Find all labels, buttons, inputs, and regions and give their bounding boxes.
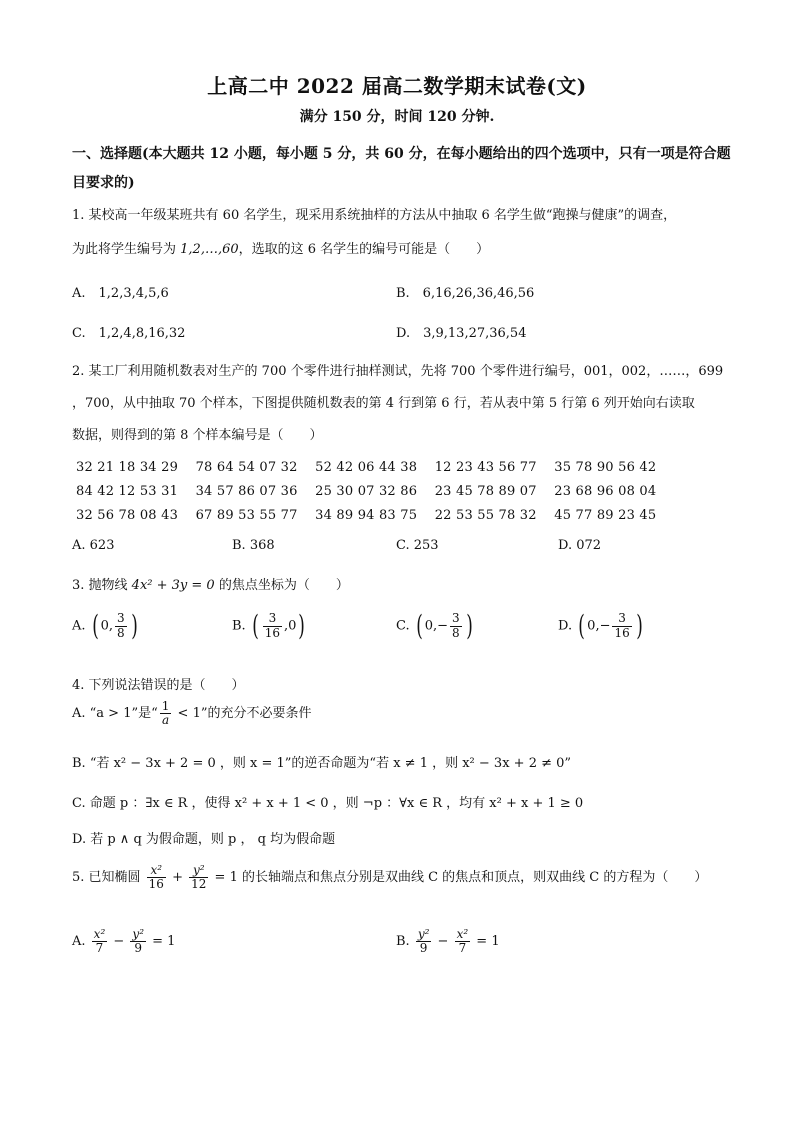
minus-sign: − bbox=[109, 934, 129, 950]
option-label: B. bbox=[232, 618, 246, 634]
fraction-numerator: 1 bbox=[161, 699, 170, 713]
fraction bbox=[115, 612, 127, 639]
random-table-row: 84 42 12 53 31 34 57 86 07 36 25 30 07 32 86 23 45 78 89 07 23 68 96 08 04 bbox=[76, 484, 657, 499]
minus-sign: − bbox=[433, 934, 453, 950]
page-subtitle: 满分 150 分，时间 120 分钟. bbox=[299, 109, 495, 125]
option-math: 0,− bbox=[424, 618, 448, 634]
fraction-denominator: 7 bbox=[95, 941, 104, 956]
right-paren: ) bbox=[130, 609, 138, 642]
random-table-row: 32 21 18 34 29 78 64 54 07 32 52 42 06 44 38 12 23 43 56 77 35 78 90 56 42 bbox=[76, 460, 657, 475]
right-paren: ) bbox=[465, 609, 473, 642]
option-label: C. bbox=[396, 618, 410, 634]
fraction-denominator: 8 bbox=[452, 625, 460, 640]
option-label: D. bbox=[558, 618, 573, 634]
fraction bbox=[147, 864, 166, 891]
fraction-numerator: y² bbox=[417, 927, 430, 941]
fraction-numerator: y² bbox=[132, 927, 145, 941]
fraction bbox=[455, 928, 471, 955]
option-label: A. bbox=[72, 934, 86, 950]
q2-option-b: B. 368 bbox=[232, 538, 275, 553]
q2-option-d: D. 072 bbox=[558, 538, 602, 553]
q4-option-b: B. “若 x² − 3x + 2 = 0 ，则 x = 1”的逆否命题为“若 x ≠ 1 ，则 x² − 3x + 2 ≠ 0” bbox=[72, 756, 572, 771]
left-paren: ( bbox=[578, 609, 585, 642]
fraction-numerator: x² bbox=[456, 927, 469, 941]
fraction-numerator: 3 bbox=[612, 612, 631, 626]
option-label: A. bbox=[72, 618, 86, 634]
right-paren: ) bbox=[298, 609, 306, 642]
q4-option-c: C. 命题 p ：∃x ∈ R ，使得 x² + x + 1 < 0 ，则 ¬p ：∀x ∈ R ，均有 x² + x + 1 ≥ 0 bbox=[72, 796, 584, 811]
fraction bbox=[92, 928, 108, 955]
q5-stem bbox=[72, 864, 732, 891]
equals-one: = 1 bbox=[472, 934, 500, 950]
q5-option-a bbox=[72, 928, 175, 955]
fraction bbox=[160, 700, 172, 727]
right-paren: ) bbox=[635, 609, 643, 642]
q3-stem-math: 4x² + 3y = 0 bbox=[131, 578, 215, 593]
fraction bbox=[612, 612, 631, 639]
q3-option-a bbox=[72, 609, 140, 642]
q1-stem-line2 bbox=[72, 238, 732, 257]
q2-stem-line2: ，700，从中抽取 70 个样本，下图提供随机数表的第 4 行到第 6 行，若从表中第 5 行第 6 列开始向右读取 bbox=[72, 396, 695, 411]
q1-stem-line1: 1. 某校高一年级某班共有 60 名学生，现采用系统抽样的方法从中抽取 6 名学生做“跑操与健康”的调查， bbox=[72, 208, 677, 223]
q1-option-a: A. 1,2,3,4,5,6 bbox=[72, 286, 169, 301]
random-table-row: 32 56 78 08 43 67 89 53 55 77 34 89 94 83 75 22 53 55 78 32 45 77 89 23 45 bbox=[76, 508, 657, 523]
option-math: ,0 bbox=[284, 618, 297, 634]
q1-option-d: D. 3,9,13,27,36,54 bbox=[396, 326, 527, 341]
q5-stem-text: 5. 已知椭圆 bbox=[72, 870, 145, 886]
q2-stem-line1: 2. 某工厂利用随机数表对生产的 700 个零件进行抽样测试，先将 700 个零件进行编号，001，002，……，699 bbox=[72, 364, 724, 379]
q3-stem-text: 3. 抛物线 bbox=[72, 578, 132, 593]
fraction bbox=[450, 612, 462, 639]
fraction-numerator: x² bbox=[93, 927, 106, 941]
fraction-numerator: 3 bbox=[117, 611, 125, 626]
fraction bbox=[130, 928, 146, 955]
option-text: < 1”的充分不必要条件 bbox=[173, 706, 312, 722]
q1-stem-math: 1,2,…,60 bbox=[180, 242, 239, 257]
fraction-denominator: 9 bbox=[134, 941, 143, 956]
q3-option-c bbox=[396, 609, 475, 642]
fraction-denominator: 8 bbox=[117, 625, 125, 640]
fraction-denominator: 16 bbox=[614, 625, 630, 640]
plus-sign: + bbox=[167, 870, 188, 886]
left-paren: ( bbox=[91, 609, 99, 642]
q3-stem-text2: 的焦点坐标为（ ） bbox=[214, 578, 349, 593]
fraction-denominator: 9 bbox=[419, 941, 428, 956]
option-math: 0,− bbox=[587, 618, 611, 634]
q4-option-a bbox=[72, 700, 732, 727]
fraction-denominator: 16 bbox=[264, 625, 281, 640]
fraction-denominator: 16 bbox=[148, 877, 164, 892]
fraction-numerator: 3 bbox=[452, 611, 460, 626]
q1-option-c: C. 1,2,4,8,16,32 bbox=[72, 326, 186, 341]
q5-option-b bbox=[396, 928, 500, 955]
fraction-numerator: y² bbox=[189, 864, 208, 878]
q2-stem-line3: 数据，则得到的第 8 个样本编号是（ ） bbox=[72, 428, 323, 443]
q2-option-a: A. 623 bbox=[72, 538, 115, 553]
fraction bbox=[189, 864, 208, 891]
q3-option-d bbox=[558, 609, 645, 642]
left-paren: ( bbox=[252, 609, 259, 642]
q1-stem-text2: ，选取的这 6 名学生的编号可能是（ ） bbox=[238, 242, 490, 257]
q5-stem-text2: = 1 的长轴端点和焦点分别是双曲线 C 的焦点和顶点，则双曲线 C 的方程为（ ） bbox=[210, 870, 708, 886]
q4-stem: 4. 下列说法错误的是（ ） bbox=[72, 678, 245, 693]
fraction-denominator: 12 bbox=[191, 877, 207, 892]
q4-option-d: D. 若 p ∧ q 为假命题，则 p ， q 均为假命题 bbox=[72, 832, 336, 847]
q3-option-b bbox=[232, 609, 307, 642]
section-heading: 一、选择题(本大题共 12 小题，每小题 5 分，共 60 分，在每小题给出的四个选项中，只有一项是符合题目要求的) bbox=[72, 146, 731, 191]
option-text: A. “a > 1”是“ bbox=[72, 706, 158, 722]
fraction-numerator: 3 bbox=[263, 612, 282, 626]
fraction-denominator: a bbox=[162, 713, 170, 728]
q1-stem-text: 为此将学生编号为 bbox=[72, 242, 181, 257]
equals-one: = 1 bbox=[148, 934, 176, 950]
left-paren: ( bbox=[415, 609, 423, 642]
option-math: 0, bbox=[100, 618, 114, 634]
fraction bbox=[263, 612, 282, 639]
fraction-numerator: x² bbox=[147, 864, 166, 878]
q1-option-b: B. 6,16,26,36,46,56 bbox=[396, 286, 535, 301]
option-label: B. bbox=[396, 934, 410, 950]
q2-option-c: C. 253 bbox=[396, 538, 439, 553]
q3-stem bbox=[72, 574, 732, 593]
fraction-denominator: 7 bbox=[458, 941, 467, 956]
page-title: 上高二中 2022 届高二数学期末试卷(文) bbox=[207, 74, 587, 98]
fraction bbox=[416, 928, 432, 955]
